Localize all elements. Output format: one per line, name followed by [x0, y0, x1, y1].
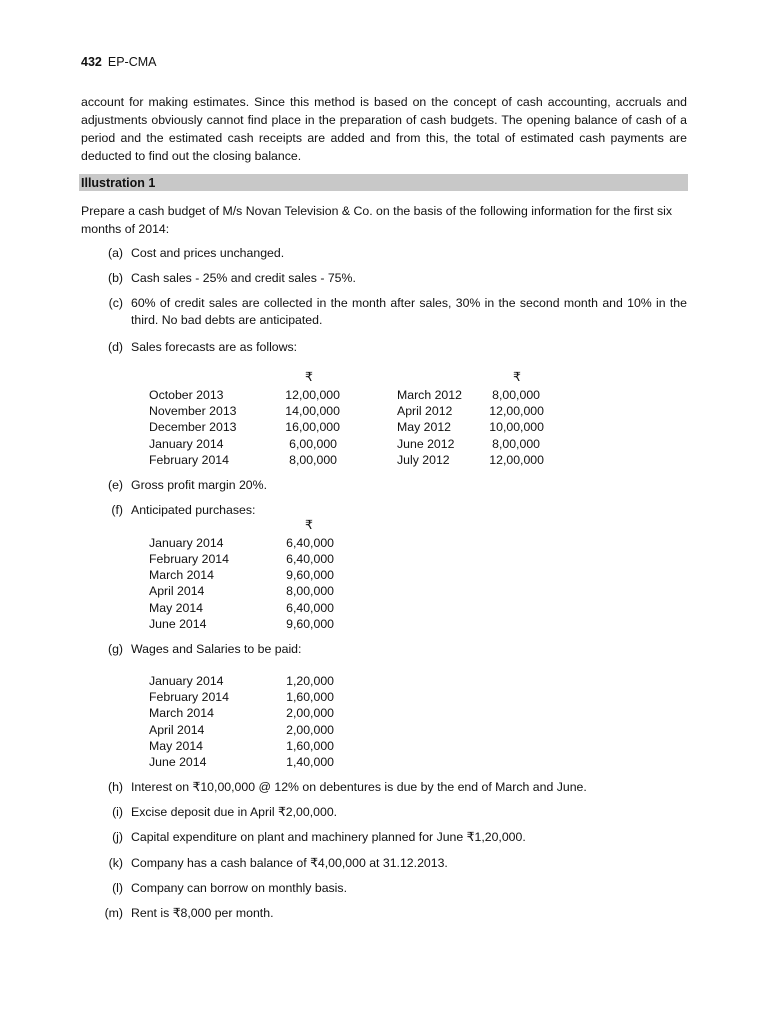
month-label: July 2012	[397, 453, 450, 467]
month-label: May 2014	[149, 601, 204, 615]
month-label: June 2014	[149, 617, 207, 631]
book-title: EP-CMA	[107, 55, 157, 69]
item-text: Gross profit margin 20%.	[131, 478, 267, 492]
item-label: (g)	[107, 642, 123, 656]
amount-value: 9,60,000	[286, 568, 334, 582]
item-label: (a)	[107, 246, 123, 260]
amount-value: 8,00,000	[289, 453, 337, 467]
prepare-paragraph: Prepare a cash budget of M/s Novan Television & Co. on the basis of the following information for the first six months of 2014:	[81, 204, 673, 236]
month-label: February 2014	[149, 453, 229, 467]
item-text: Company has a cash balance of ₹4,00,000 at 31.12.2013.	[131, 856, 448, 870]
page-header	[81, 55, 156, 69]
amount-value: 6,40,000	[286, 552, 334, 566]
month-label: April 2014	[149, 584, 205, 598]
month-label: January 2014	[149, 536, 224, 550]
month-label: June 2012	[397, 437, 455, 451]
amount-value: 2,00,000	[286, 706, 334, 720]
amount-value: 1,60,000	[286, 690, 334, 704]
item-text: 60% of credit sales are collected in the month after sales, 30% in the second month and 10% in the third. No bad debts are anticipated.	[131, 296, 687, 327]
item-text: Cost and prices unchanged.	[131, 246, 285, 260]
item-text: Excise deposit due in April ₹2,00,000.	[131, 805, 338, 819]
amount-value: 12,00,000	[285, 388, 340, 402]
amount-value: 1,40,000	[286, 755, 334, 769]
amount-value: 1,20,000	[286, 674, 334, 688]
item-text: Anticipated purchases:	[131, 503, 256, 517]
rupee-header-left: ₹	[305, 370, 313, 384]
month-label: November 2013	[149, 404, 237, 418]
amount-value: 14,00,000	[285, 404, 340, 418]
amount-value: 12,00,000	[489, 404, 544, 418]
intro-paragraph: account for making estimates. Since this method is based on the concept of cash accounting, accruals and adjustments obviously cannot find place in the preparation of cash budgets. The opening balance of cash of a period and the estimated cash receipts are added and from this, the total of estimated cash payments are deducted to find out the closing balance.	[81, 95, 687, 163]
month-label: January 2014	[149, 674, 224, 688]
item-label: (f)	[111, 503, 123, 517]
amount-value: 6,40,000	[286, 601, 334, 615]
item-text: Company can borrow on monthly basis.	[131, 881, 347, 895]
month-label: December 2013	[149, 420, 237, 434]
month-label: February 2014	[149, 690, 229, 704]
amount-value: 2,00,000	[286, 723, 334, 737]
item-text: Cash sales - 25% and credit sales - 75%.	[131, 271, 356, 285]
item-label: (j)	[112, 830, 123, 844]
item-text: Sales forecasts are as follows:	[131, 340, 298, 354]
item-label: (d)	[107, 340, 123, 354]
month-label: June 2014	[149, 755, 207, 769]
month-label: March 2014	[149, 568, 214, 582]
month-label: April 2012	[397, 404, 453, 418]
amount-value: 6,00,000	[289, 437, 337, 451]
month-label: February 2014	[149, 552, 229, 566]
rupee-header-purchases: ₹	[305, 518, 313, 532]
amount-value: 8,00,000	[492, 437, 540, 451]
month-label: October 2013	[149, 388, 224, 402]
item-label: (l)	[112, 881, 123, 895]
amount-value: 8,00,000	[492, 388, 540, 402]
rupee-header-right: ₹	[513, 370, 521, 384]
amount-value: 8,00,000	[286, 584, 334, 598]
month-label: March 2014	[149, 706, 214, 720]
month-label: May 2014	[149, 739, 204, 753]
item-label: (b)	[107, 271, 123, 285]
month-label: April 2014	[149, 723, 205, 737]
amount-value: 10,00,000	[489, 420, 544, 434]
month-label: January 2014	[149, 437, 224, 451]
page-number: 432	[81, 55, 102, 69]
item-label: (h)	[107, 780, 123, 794]
amount-value: 16,00,000	[285, 420, 340, 434]
illustration-heading-bar	[79, 174, 688, 191]
item-label: (k)	[108, 856, 123, 870]
item-text: Wages and Salaries to be paid:	[131, 642, 302, 656]
amount-value: 12,00,000	[489, 453, 544, 467]
amount-value: 9,60,000	[286, 617, 334, 631]
amount-value: 1,60,000	[286, 739, 334, 753]
month-label: May 2012	[397, 420, 452, 434]
item-label: (e)	[107, 478, 123, 492]
item-text: Interest on ₹10,00,000 @ 12% on debentures is due by the end of March and June.	[131, 780, 587, 794]
illustration-title: Illustration 1	[81, 176, 156, 190]
item-label: (c)	[108, 296, 123, 310]
month-label: March 2012	[397, 388, 462, 402]
item-text: Capital expenditure on plant and machinery planned for June ₹1,20,000.	[131, 830, 526, 844]
item-text: Rent is ₹8,000 per month.	[131, 906, 274, 920]
item-label: (m)	[104, 906, 123, 920]
item-label: (i)	[112, 805, 123, 819]
amount-value: 6,40,000	[286, 536, 334, 550]
